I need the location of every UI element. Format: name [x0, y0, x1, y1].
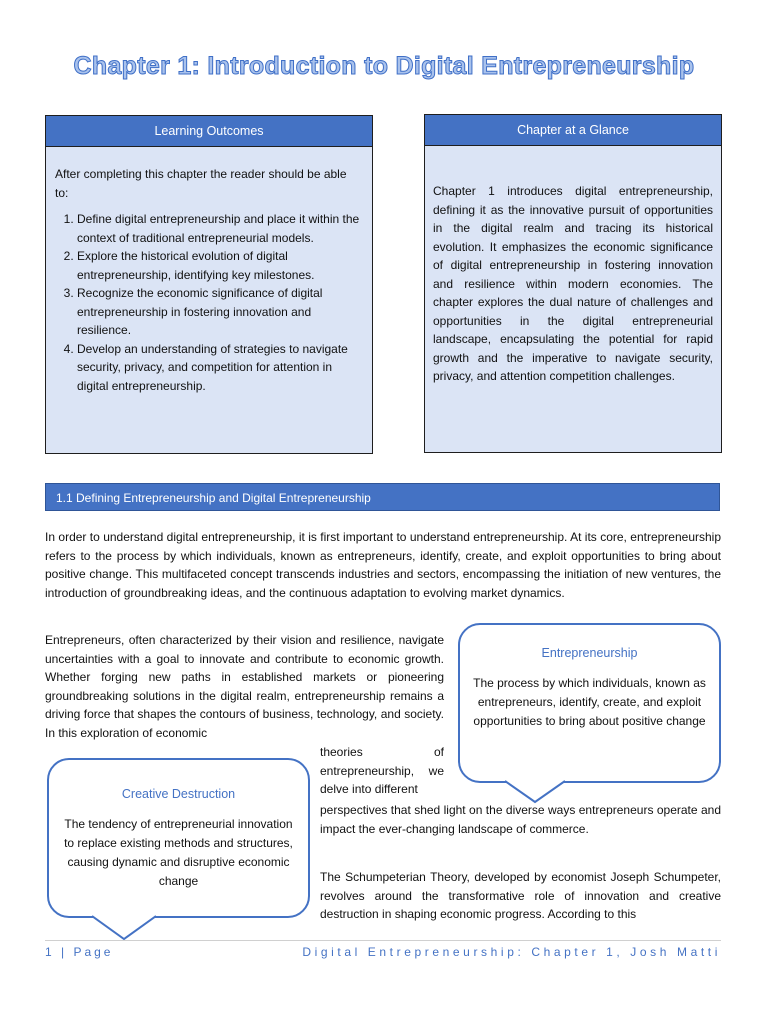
list-item: 2. Explore the historical evolution of digital entrepreneurship, identifying key milestones. [77, 247, 360, 284]
list-item: 1. Define digital entrepreneurship and place it within the context of traditional entrepreneurial models. [77, 210, 360, 247]
callout-text: The process by which individuals, known as entrepreneurs, identify, create, and exploit opportunities to bring about positive change [473, 676, 706, 728]
body-paragraph: In order to understand digital entrepreneurship, it is first important to understand entrepreneurship. At its core, entrepreneurship refers to the process by which individuals, known as entrepreneurs, identify, create, and exploit opportunities to bring about positive change. This multifaceted concept transcends industries and sectors, encompassing the initiation of new ventures, the introduction of groundbreaking ideas, and the continuous adaptation to evolving market dynamics. [45, 530, 721, 600]
page-number: 1 | Page [45, 945, 114, 959]
callout-pointer [92, 915, 156, 941]
list-item: 3. Recognize the economic significance of digital entrepreneurship in fostering innovation and resilience. [77, 284, 360, 340]
footer-divider [45, 940, 721, 941]
body-paragraph-wrap: perspectives that shed light on the diverse ways entrepreneurs operate and impact the ever-changing landscape of commerce. [320, 803, 721, 836]
body-paragraph: The Schumpeterian Theory, developed by economist Joseph Schumpeter, revolves around the transformative role of innovation and creative destruction in shaping economic progress. According to this [320, 870, 721, 921]
section-heading: 1.1 Defining Entrepreneurship and Digital Entrepreneurship [45, 483, 720, 511]
learning-outcomes-intro: After completing this chapter the reader should be able to: [55, 167, 347, 200]
callout-title: Entrepreneurship [541, 646, 638, 660]
chapter-glance-box [424, 114, 722, 453]
creative-destruction-callout [47, 758, 310, 918]
learning-outcomes-list [55, 210, 360, 395]
chapter-title: Chapter 1: Introduction to Digital Entrepreneurship [73, 52, 695, 80]
callout-text: The tendency of entrepreneurial innovation to replace existing methods and structures, causing dynamic and disruptive economic change [64, 817, 293, 888]
body-paragraph: Entrepreneurs, often characterized by their vision and resilience, navigate uncertainties with a goal to innovate and contribute to economic growth. Whether forging new paths in established markets or pioneering groundbreaking solutions in the digital realm, entrepreneurship remains a driving force that shapes the contours of business, technology, and society. In this exploration of economic [45, 633, 444, 740]
callout-title: Creative Destruction [121, 787, 236, 801]
learning-outcomes-heading: Learning Outcomes [46, 116, 372, 147]
running-title: Digital Entrepreneurship: Chapter 1, Josh Matti [302, 945, 721, 959]
learning-outcomes-body [46, 147, 372, 395]
list-item: 4. Develop an understanding of strategies to navigate security, privacy, and competition for attention in digital entrepreneurship. [77, 340, 360, 396]
body-paragraph-wrap: theories of entrepreneurship, we delve into different [320, 745, 444, 796]
entrepreneurship-callout [458, 623, 721, 783]
learning-outcomes-box [45, 115, 373, 454]
callout-pointer [505, 780, 565, 804]
chapter-glance-text: Chapter 1 introduces digital entrepreneurship, defining it as the innovative pursuit of opportunities in the digital realm and tracing its historical evolution. It emphasizes the economic significance of digital entrepreneurship in fostering innovation and resilience within modern economies. The chapter explores the dual nature of challenges and opportunities in the digital entrepreneurial landscape, encapsulating the potential for rapid growth and the imperative to navigate security, privacy, and attention competition challenges. [433, 184, 713, 383]
chapter-glance-heading: Chapter at a Glance [425, 115, 721, 146]
